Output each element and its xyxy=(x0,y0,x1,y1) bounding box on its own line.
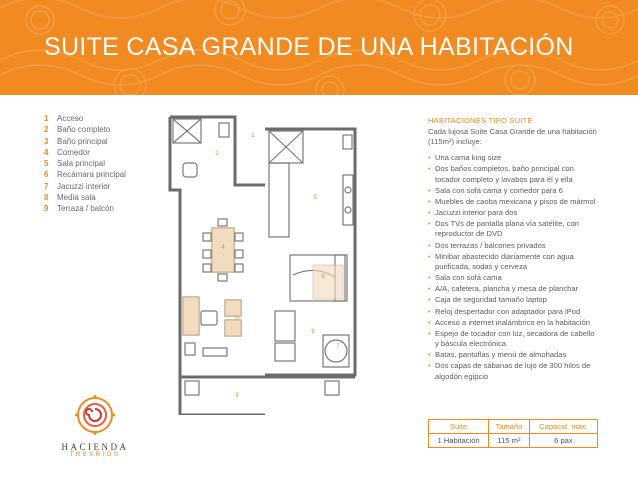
feature-list xyxy=(428,153,598,381)
spec-header: Suite xyxy=(429,420,489,434)
spec-header-row xyxy=(429,420,598,434)
floor-plan xyxy=(165,115,365,415)
feature-item: • Reloj despertador con adaptador para iPod xyxy=(428,307,598,317)
feature-item: • Dos capas de sábanas de lujo de 300 hilos de algodón egipcio xyxy=(428,361,598,381)
legend-number: 5 xyxy=(44,159,49,169)
legend-item xyxy=(44,147,169,158)
header-banner xyxy=(0,0,638,95)
legend-number: 1 xyxy=(44,114,49,123)
feature-item: • Muebles de caoba mexicana y pisos de mármol xyxy=(428,197,598,207)
feature-item: • Sala con sofá cama xyxy=(428,273,598,283)
room-legend xyxy=(44,113,169,215)
legend-number: 4 xyxy=(44,147,49,157)
spec-row xyxy=(429,434,598,448)
legend-item xyxy=(44,203,169,214)
plan-label-6: 6 xyxy=(321,274,325,280)
feature-item: • Dos TVs de pantalla plana vía satélite, con reproductor de DVD xyxy=(428,219,598,239)
spec-cell: 115 m² xyxy=(489,434,530,448)
spec-header: Tamaño xyxy=(489,420,530,434)
plan-label-9: 9 xyxy=(235,393,239,399)
feature-item: • Minibar abastecido diariamente con agua purificada, sodas y cerveza xyxy=(428,252,598,272)
feature-item: • Dos terrazas / balcones privados xyxy=(428,241,598,251)
info-heading: HABITACIONES TIPO SUITE xyxy=(428,116,533,125)
feature-item: • Dos baños completos, baño principal con tocador completo y lavabos para él y ella xyxy=(428,164,598,184)
legend-label: Jacuzzi interior xyxy=(57,181,111,191)
feature-item: • Acceso a internet inalámbrico en la habitación xyxy=(428,318,598,328)
plan-label-7: 7 xyxy=(336,344,340,350)
hacienda-logo xyxy=(55,395,135,458)
legend-label: Media sala xyxy=(57,193,96,203)
feature-item: • Una cama king size xyxy=(428,153,598,163)
spec-cell: 1 Habitación xyxy=(429,434,489,448)
logo-name: HACIENDA xyxy=(61,442,129,452)
legend-label: Baño completo xyxy=(57,125,111,135)
legend-label: Terraza / balcón xyxy=(57,204,114,214)
legend-item xyxy=(44,169,169,180)
feature-item: • Jacuzzi interior para dos xyxy=(428,208,598,218)
legend-item xyxy=(44,136,169,147)
legend-number: 9 xyxy=(44,204,49,214)
spec-header: Capacid. max. xyxy=(529,420,597,434)
legend-number: 7 xyxy=(44,181,49,191)
plan-label-2: 2 xyxy=(215,151,219,157)
legend-label: Sala principal xyxy=(57,159,106,169)
legend-label: Baño principal xyxy=(57,136,108,146)
legend-item xyxy=(44,181,169,192)
plan-label-4: 4 xyxy=(221,245,225,251)
feature-item: • A/A, cafetera, plancha y mesa de planchar xyxy=(428,284,598,294)
plan-label-1: 1 xyxy=(251,133,255,139)
logo-tagline: TRESRIOS xyxy=(69,452,121,458)
legend-number: 6 xyxy=(44,170,49,180)
spec-cell: 6 pax xyxy=(529,434,597,448)
legend-label: Acceso xyxy=(57,114,84,123)
plan-label-5: 5 xyxy=(235,316,239,322)
legend-item xyxy=(44,158,169,169)
page-title: SUITE CASA GRANDE DE UNA HABITACIÓN xyxy=(44,33,574,61)
feature-item: • Espejo de tocador con luz, secadora de cabello y báscula electrónica xyxy=(428,329,598,349)
legend-number: 8 xyxy=(44,193,49,203)
suite-info xyxy=(428,116,598,383)
legend-label: Comedor xyxy=(57,147,90,157)
suite-spec-table xyxy=(428,419,598,448)
legend-number: 3 xyxy=(44,136,49,146)
info-intro: Cada lujosa Suite Casa Grande de una habitación (115m²) incluye: xyxy=(428,127,597,147)
plan-label-8: 8 xyxy=(311,329,315,335)
feature-item: • Batas, pantuflas y menú de almohadas xyxy=(428,350,598,360)
feature-item: • Caja de seguridad tamaño laptop xyxy=(428,295,598,305)
plan-label-3: 3 xyxy=(313,195,317,201)
legend-item xyxy=(44,124,169,135)
legend-item xyxy=(44,113,169,124)
feature-item: • Sala con sofá cama y comedor para 6 xyxy=(428,186,598,196)
sun-spiral-logo-icon xyxy=(75,395,115,435)
legend-number: 2 xyxy=(44,125,49,135)
legend-label: Recámara principal xyxy=(57,170,126,180)
legend-item xyxy=(44,192,169,203)
